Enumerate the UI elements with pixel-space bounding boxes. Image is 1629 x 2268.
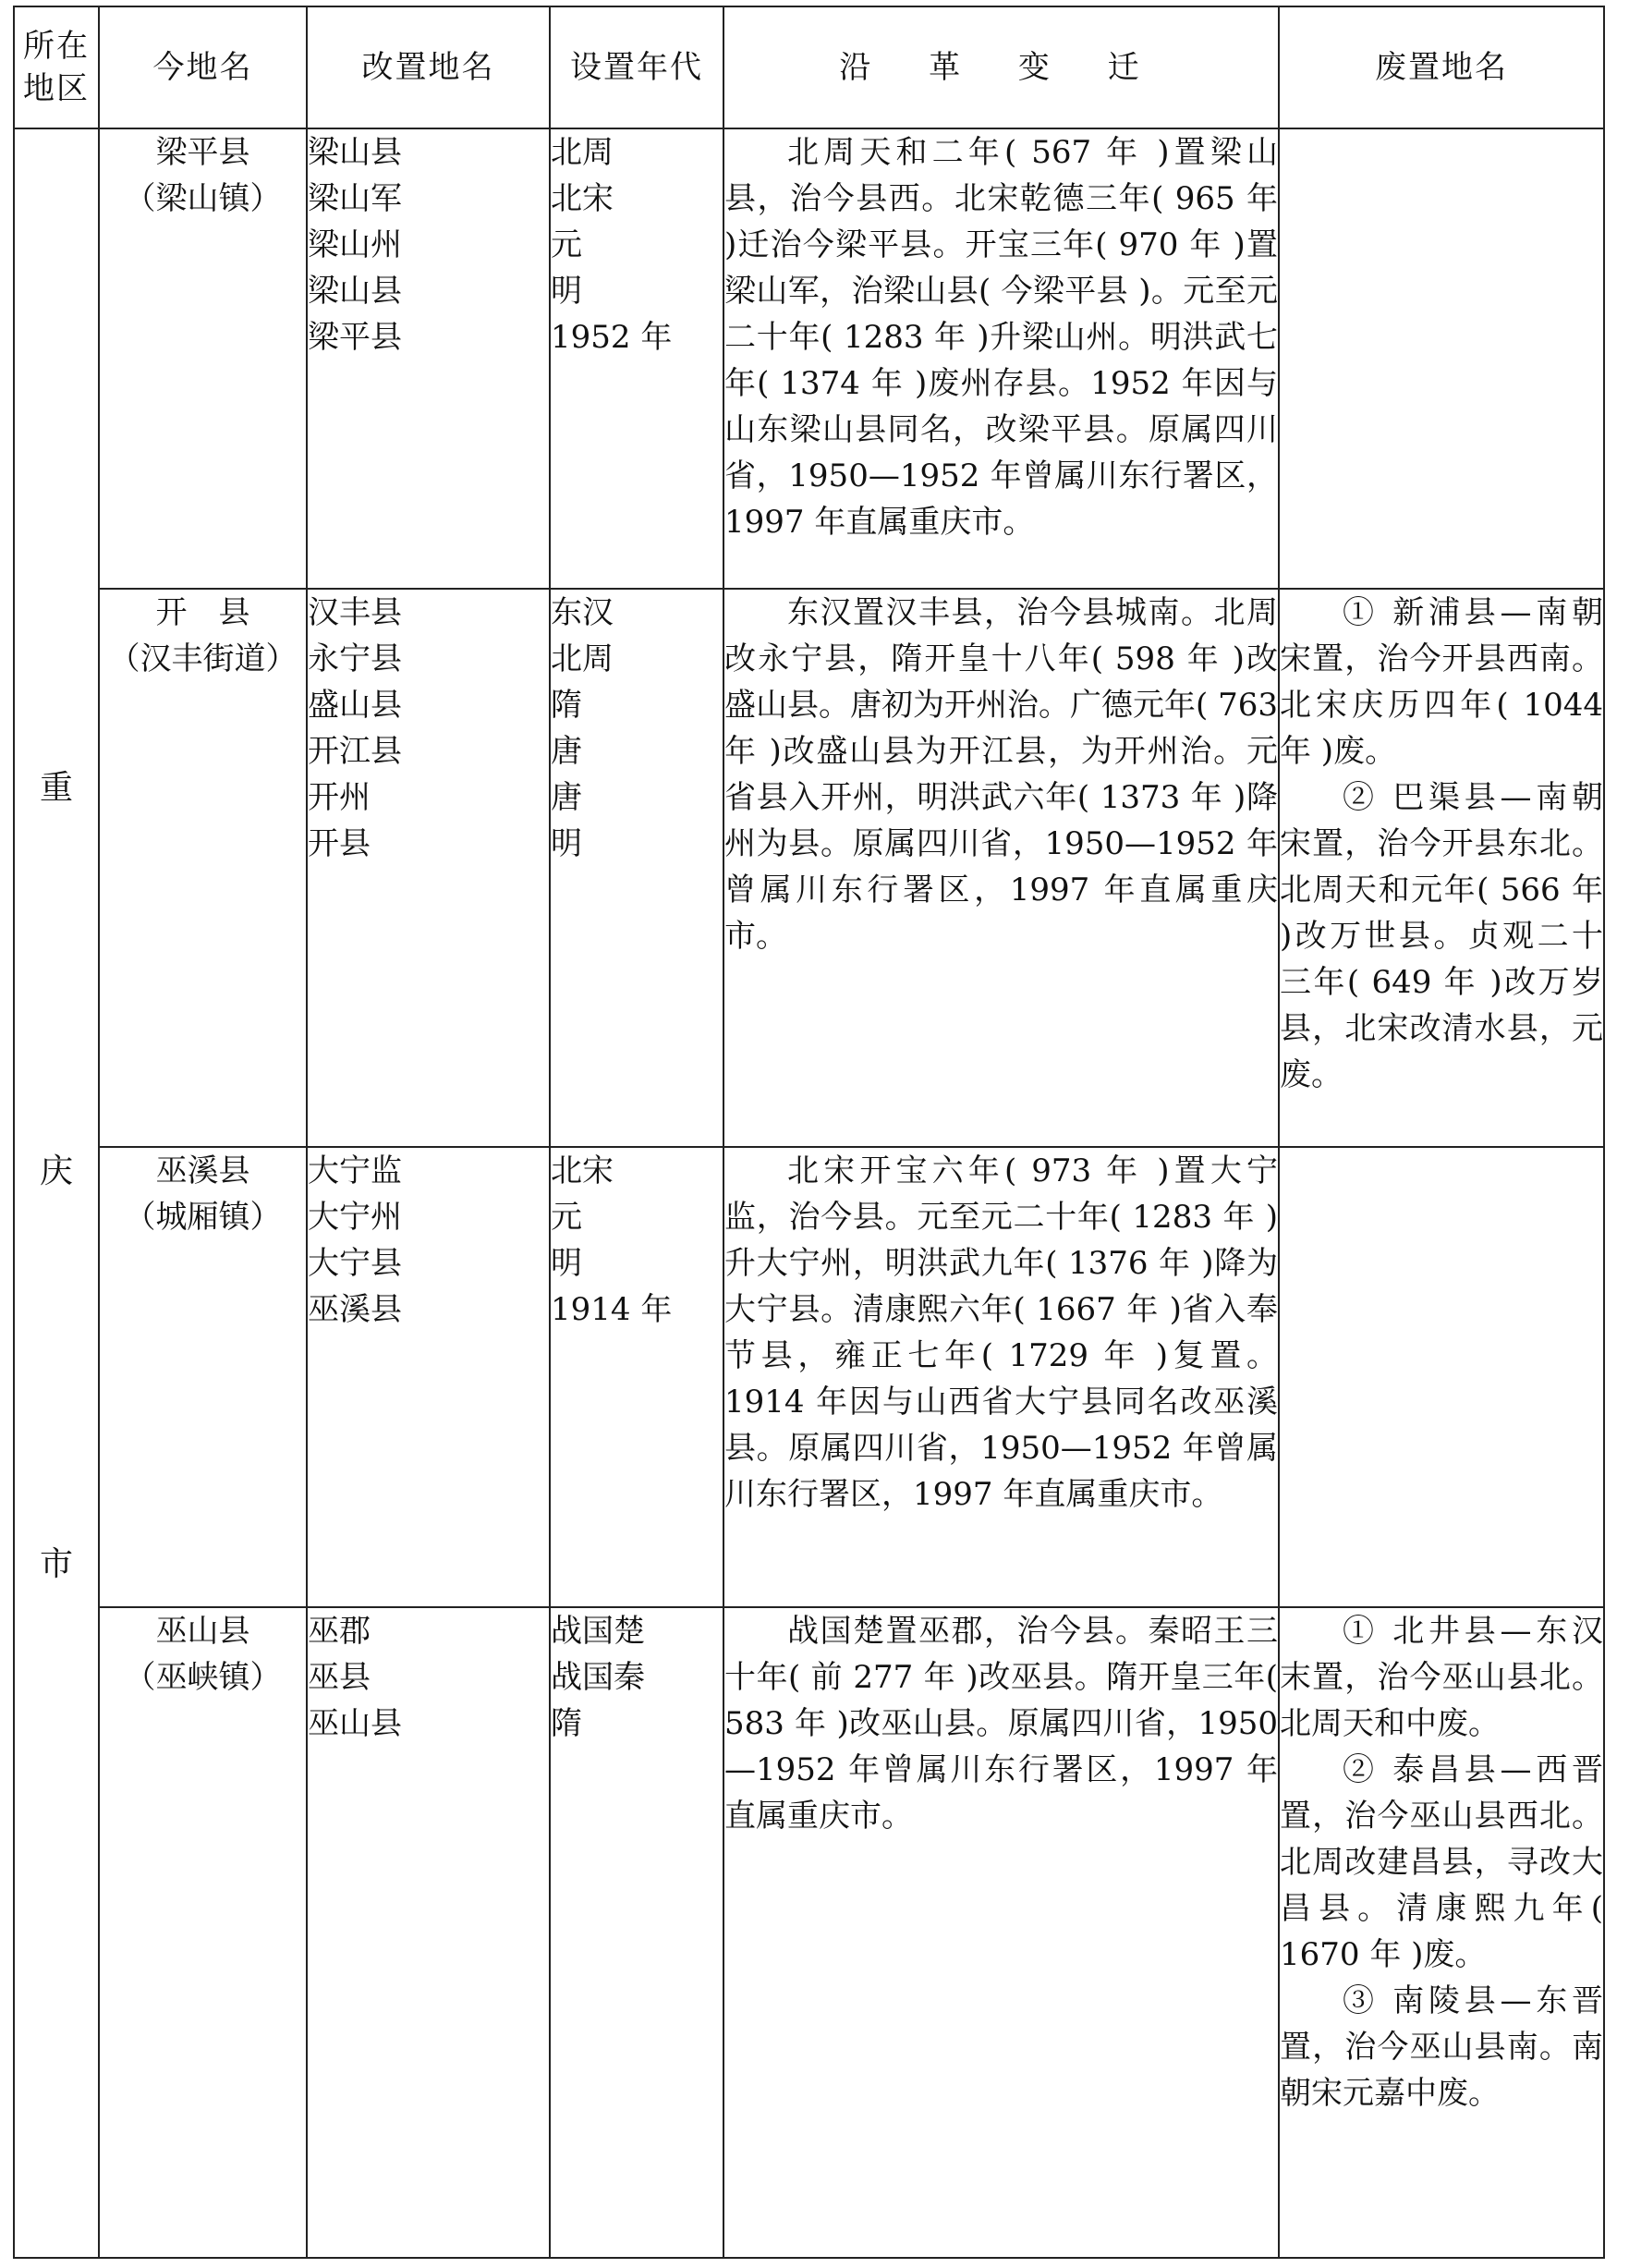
era-item: 战国楚 xyxy=(551,1613,645,1650)
current-name-cell xyxy=(99,1607,307,2258)
abolished-cell xyxy=(1279,128,1604,589)
era-item: 明 xyxy=(551,273,582,310)
table-row xyxy=(14,1607,1604,2258)
history-cell xyxy=(723,128,1279,589)
renamed-item: 大宁县 xyxy=(308,1245,402,1282)
current-name-cell xyxy=(99,589,307,1147)
era-item: 元 xyxy=(551,226,582,263)
era-item: 北宋 xyxy=(551,180,614,217)
region-char-1: 重 xyxy=(39,769,73,807)
region-char-3: 市 xyxy=(39,1545,73,1583)
header-region-line-2: 地区 xyxy=(23,70,90,107)
history-text: 东汉置汉丰县，治今县城南。北周改永宁县，隋开皇十八年( 598 年 )改盛山县。唐初为开州治。广德元年( 763 年 )改盛山县为开江县，为开州治。元省县入开州，明洪武六年( 1373 年 )降州为县。原属四川省，1950—1952 年曾属川东行署区，1997 年直属重庆市。 xyxy=(724,594,1278,955)
era-item: 隋 xyxy=(551,1705,582,1742)
renamed-item: 梁山军 xyxy=(308,180,402,217)
renamed-item: 巫溪县 xyxy=(308,1291,402,1328)
abolished-entry: ③ 南陵县—东晋置，治今巫山县南。南朝宋元嘉中废。 xyxy=(1280,1982,1603,2112)
county-seat: （梁山镇） xyxy=(124,180,282,217)
renamed-item: 开州 xyxy=(308,779,371,816)
era-cell xyxy=(550,1607,723,2258)
renamed-item: 巫县 xyxy=(308,1659,371,1696)
county-name: 开 县 xyxy=(155,594,250,631)
renamed-cell xyxy=(307,589,550,1147)
header-abolished: 废置地名 xyxy=(1279,6,1604,128)
renamed-item: 开江县 xyxy=(308,733,402,770)
county-seat: （巫峡镇） xyxy=(124,1659,282,1696)
abolished-entry: ② 泰昌县—西晋置，治今巫山县西北。北周改建昌县，寻改大昌县。清康熙九年( 1670 年 )废。 xyxy=(1280,1751,1603,1973)
era-item: 唐 xyxy=(551,733,582,770)
era-item: 北周 xyxy=(551,134,614,171)
current-name-cell xyxy=(99,1147,307,1607)
header-region xyxy=(14,6,99,128)
table-row xyxy=(14,1147,1604,1607)
history-text: 战国楚置巫郡，治今县。秦昭王三十年( 前 277 年 )改巫县。隋开皇三年( 583 年 )改巫山县。原属四川省，1950—1952 年曾属川东行署区，1997 年直属重庆市。 xyxy=(724,1613,1278,1835)
era-item: 北周 xyxy=(551,640,614,677)
era-item: 元 xyxy=(551,1199,582,1236)
renamed-item: 盛山县 xyxy=(308,687,402,724)
renamed-item: 大宁监 xyxy=(308,1152,402,1189)
county-name: 梁平县 xyxy=(155,134,250,171)
header-era: 设置年代 xyxy=(550,6,723,128)
header-row xyxy=(14,6,1604,128)
abolished-entry: ② 巴渠县—南朝宋置，治今开县东北。北周天和元年( 566 年 )改万世县。贞观二十三年( 649 年 )改万岁县，北宋改清水县，元废。 xyxy=(1280,779,1603,1093)
renamed-item: 开县 xyxy=(308,825,371,862)
header-history: 沿 革 变 迁 xyxy=(723,6,1279,128)
era-cell xyxy=(550,128,723,589)
renamed-item: 汉丰县 xyxy=(308,594,402,631)
era-item: 北宋 xyxy=(551,1152,614,1189)
header-region-line-1: 所在 xyxy=(23,28,90,65)
abolished-cell xyxy=(1279,589,1604,1147)
history-cell xyxy=(723,589,1279,1147)
renamed-item: 梁山州 xyxy=(308,226,402,263)
header-current-name: 今地名 xyxy=(99,6,307,128)
era-item: 唐 xyxy=(551,779,582,816)
region-char-2: 庆 xyxy=(39,1152,73,1190)
renamed-cell xyxy=(307,128,550,589)
era-cell xyxy=(550,1147,723,1607)
history-cell xyxy=(723,1147,1279,1607)
era-cell xyxy=(550,589,723,1147)
renamed-cell xyxy=(307,1607,550,2258)
table-row xyxy=(14,128,1604,589)
renamed-item: 梁山县 xyxy=(308,273,402,310)
renamed-item: 巫郡 xyxy=(308,1613,371,1650)
abolished-entry: ① 新浦县—南朝宋置，治今开县西南。北宋庆历四年( 1044 年 )废。 xyxy=(1280,594,1603,770)
history-cell xyxy=(723,1607,1279,2258)
county-seat: （汉丰街道） xyxy=(108,640,298,677)
era-item: 隋 xyxy=(551,687,582,724)
county-name: 巫山县 xyxy=(155,1613,250,1650)
era-item: 明 xyxy=(551,1245,582,1282)
renamed-item: 梁山县 xyxy=(308,134,402,171)
renamed-item: 大宁州 xyxy=(308,1199,402,1236)
region-cell xyxy=(14,128,99,2258)
renamed-item: 永宁县 xyxy=(308,640,402,677)
renamed-item: 梁平县 xyxy=(308,319,402,356)
renamed-cell xyxy=(307,1147,550,1607)
abolished-cell xyxy=(1279,1607,1604,2258)
abolished-entry: ① 北井县—东汉末置，治今巫山县北。北周天和中废。 xyxy=(1280,1613,1603,1742)
gazetteer-table xyxy=(13,6,1605,2259)
era-item: 战国秦 xyxy=(551,1659,645,1696)
era-item: 1914 年 xyxy=(551,1291,673,1328)
county-name: 巫溪县 xyxy=(155,1152,250,1189)
history-text: 北宋开宝六年( 973 年 )置大宁监，治今县。元至元二十年( 1283 年 )升大宁州，明洪武九年( 1376 年 )降为大宁县。清康熙六年( 1667 年 )省入奉节县，雍正七年( 1729 年 )复置。1914 年因与山西省大宁县同名改巫溪县。原属四川省，1950—1952 年曾属川东行署区，1997 年直属重庆市。 xyxy=(724,1152,1278,1513)
era-item: 东汉 xyxy=(551,594,614,631)
current-name-cell xyxy=(99,128,307,589)
abolished-cell xyxy=(1279,1147,1604,1607)
header-renamed: 改置地名 xyxy=(307,6,550,128)
history-text: 北周天和二年( 567 年 )置梁山县，治今县西。北宋乾德三年( 965 年 )迁治今梁平县。开宝三年( 970 年 )置梁山军，治梁山县( 今梁平县 )。元至元二十年( 1283 年 )升梁山州。明洪武七年( 1374 年 )废州存县。1952 年因与山东梁山县同名，改梁平县。原属四川省，1950—1952 年曾属川东行署区，1997 年直属重庆市。 xyxy=(724,134,1278,541)
era-item: 明 xyxy=(551,825,582,862)
era-item: 1952 年 xyxy=(551,319,673,356)
renamed-item: 巫山县 xyxy=(308,1705,402,1742)
county-seat: （城厢镇） xyxy=(124,1199,282,1236)
table-row xyxy=(14,589,1604,1147)
